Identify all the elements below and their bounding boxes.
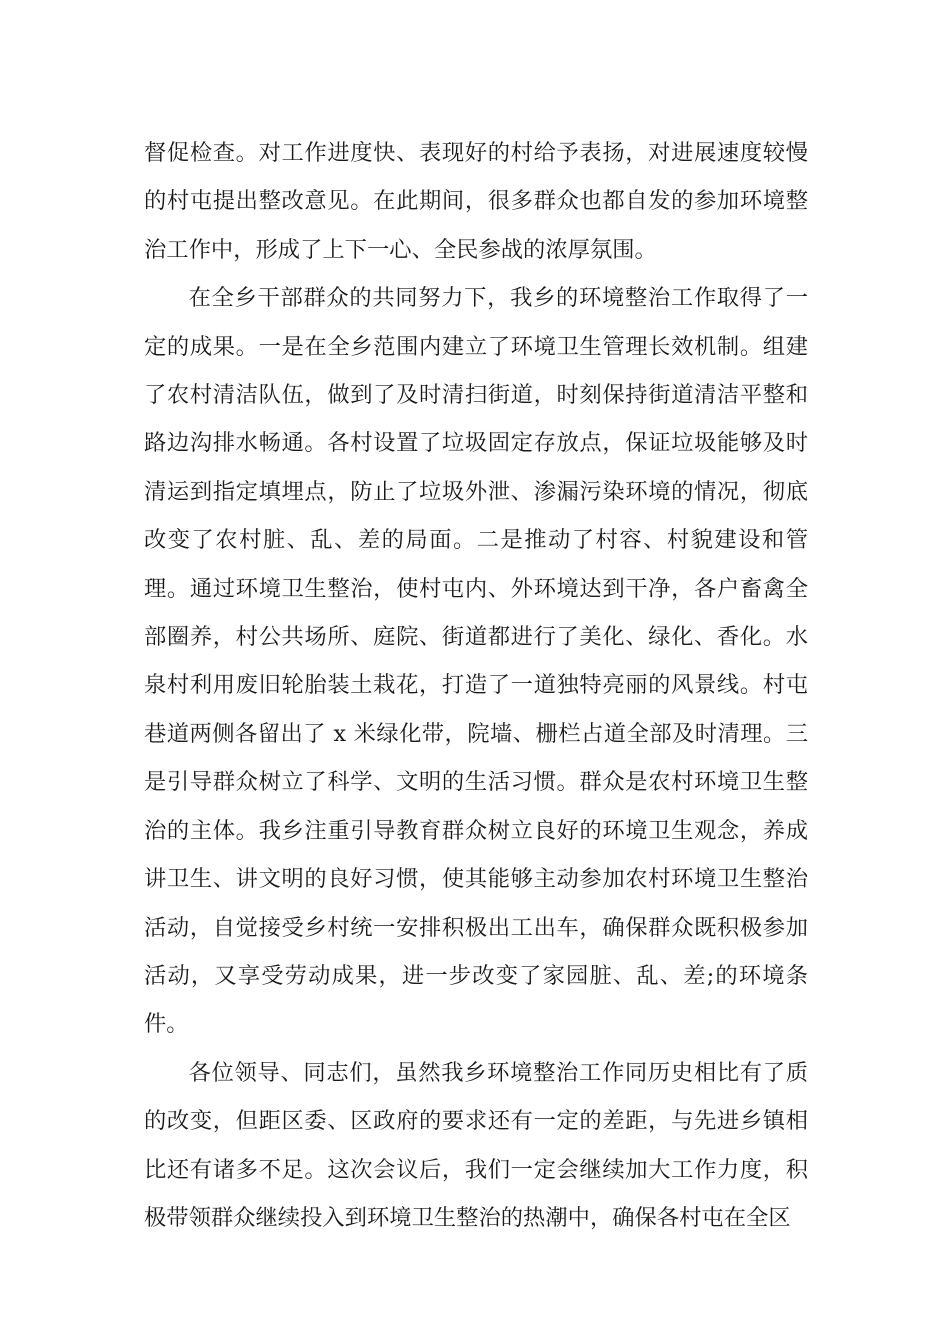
paragraph-conclusion: 各位领导、同志们，虽然我乡环境整治工作同历史相比有了质的改变，但距区委、区政府的要求还有一定的差距，与先进乡镇相比还有诸多不足。这次会议后，我们一定会继续加大工作力度，积极带领群众继续投入到环境卫生整治的热潮中，确保各村屯在全区 [144,1059,808,1231]
document-body [144,129,808,1242]
paragraph-continuation: 督促检查。对工作进度快、表现好的村给予表扬，对进展速度较慢的村屯提出整改意见。在此期间，很多群众也都自发的参加环境整治工作中，形成了上下一心、全民参战的浓厚氛围。 [144,140,808,263]
paragraph-achievements: 在全乡干部群众的共同努力下，我乡的环境整治工作取得了一定的成果。一是在全乡范围内建立了环境卫生管理长效机制。组建了农村清洁队伍，做到了及时清扫街道，时刻保持街道清洁平整和路边沟排水畅通。各村设置了垃圾固定存放点，保证垃圾能够及时清运到指定填埋点，防止了垃圾外泄、渗漏污染环境的情况，彻底改变了农村脏、乱、差的局面。二是推动了村容、村貌建设和管理。通过环境卫生整治，使村屯内、外环境达到干净，各户畜禽全部圈养，村公共场所、庭院、街道都进行了美化、绿化、香化。水泉村利用废旧轮胎装土栽花，打造了一道独特亮丽的风景线。村屯巷道两侧各留出了 x 米绿化带，院墙、栅栏占道全部及时清理。三是引导群众树立了科学、文明的生活习惯。群众是农村环境卫生整治的主体。我乡注重引导教育群众树立良好的环境卫生观念，养成讲卫生、讲文明的良好习惯，使其能够主动参加农村环境卫生整治活动，自觉接受乡村统一安排积极出工出车，确保群众既积极参加活动，又享受劳动成果，进一步改变了家园脏、乱、差;的环境条件。 [144,285,808,1038]
